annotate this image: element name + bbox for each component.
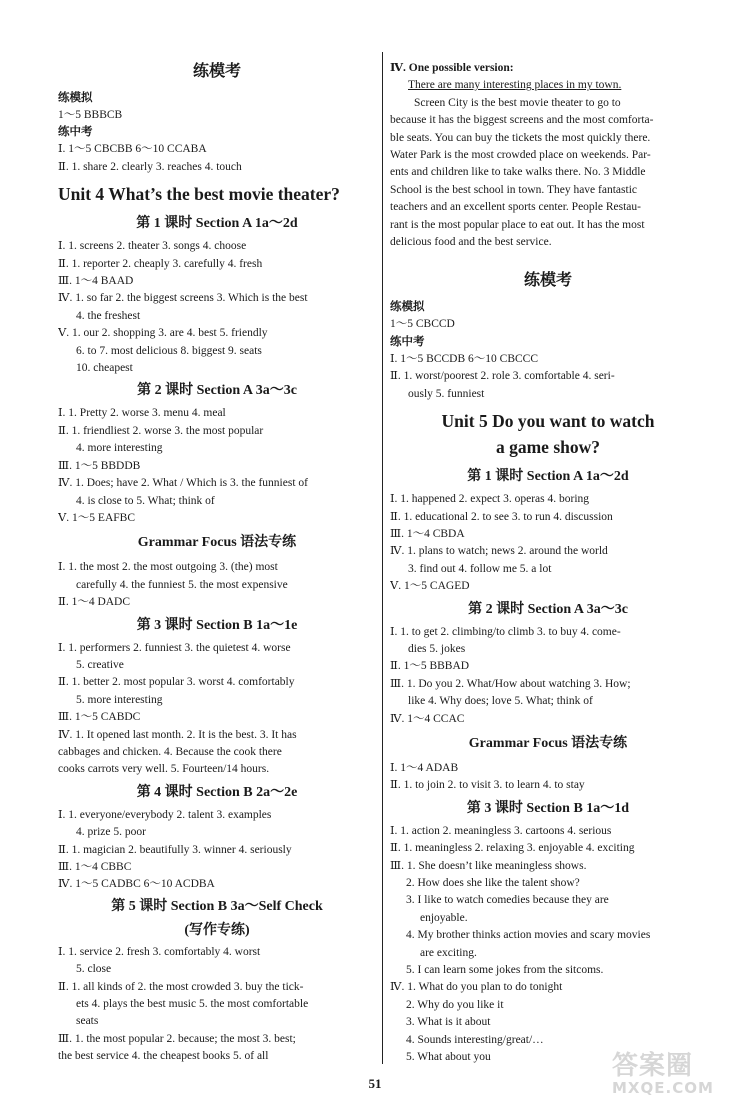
answer-line: Ⅰ. 1～5 CBCBB 6～10 CCABA <box>58 143 207 156</box>
page-number: 51 <box>368 1076 382 1091</box>
answer-line: Ⅲ. 1～5 CABDC <box>58 711 141 724</box>
unit-title: Unit 4 What’s the best movie theater? <box>58 184 340 205</box>
answer-line: 5. I can learn some jokes from the sitcoms. <box>406 964 604 977</box>
answer-line: 5. What about you <box>406 1051 491 1064</box>
essay-title: There are many interesting places in my town. <box>408 79 622 92</box>
answer-line: Ⅳ. 1～4 CCAC <box>390 712 465 725</box>
section-label: 练中考 <box>390 335 425 348</box>
answer-line: seats <box>76 1015 99 1028</box>
essay-line: Water Park is the most crowded place on weekends. Par- <box>390 149 651 162</box>
answer-line: Ⅱ. 1. share 2. clearly 3. reaches 4. touch <box>58 160 242 173</box>
answer-line: 3. find out 4. follow me 5. a lot <box>408 562 552 575</box>
answer-line: like 4. Why does; love 5. What; think of <box>408 695 593 708</box>
answer-line: 10. cheapest <box>76 362 133 375</box>
lesson-title: 第 2 课时 Section A 3a～3c <box>468 601 628 617</box>
answer-line: enjoyable. <box>420 911 468 924</box>
essay-line: School is the best school in town. They have fantastic <box>390 183 637 196</box>
answer-line: ets 4. plays the best music 5. the most comfortable <box>76 998 309 1011</box>
answer-line: Ⅰ. 1. the most 2. the most outgoing 3. (the) most <box>58 561 278 574</box>
answer-line: Ⅴ. 1～5 CAGED <box>390 580 470 593</box>
lesson-title: 第 5 课时 Section B 3a～Self Check <box>111 898 323 914</box>
answer-line: 4. prize 5. poor <box>76 826 146 839</box>
answer-line: 1～5 CBCCD <box>390 318 455 331</box>
answer-line: 4. more interesting <box>76 442 163 455</box>
section-label: 练模拟 <box>390 301 425 314</box>
answer-line: Ⅳ. 1. It opened last month. 2. It is the best. 3. It has <box>58 728 297 741</box>
answer-line: Ⅴ. 1～5 EAFBC <box>58 511 135 524</box>
answer-line: Ⅲ. 1. She doesn’t like meaningless shows. <box>390 859 587 872</box>
answer-line: Ⅰ. 1. screens 2. theater 3. songs 4. choose <box>58 240 247 253</box>
answer-line: Ⅲ. 1. the most popular 2. because; the most 3. best; <box>58 1032 296 1045</box>
essay-line: Screen City is the best movie theater to go to <box>414 96 621 109</box>
answer-line: Ⅱ. 1～4 DADC <box>58 596 131 609</box>
answer-line: Ⅰ. 1～4 ADAB <box>390 761 459 774</box>
section-title: 练模考 <box>523 272 572 290</box>
answer-line: 1～5 BBBCB <box>58 109 123 121</box>
grammar-focus-title: Grammar Focus 语法专练 <box>137 535 297 551</box>
answer-line: dies 5. jokes <box>408 642 466 655</box>
section-label: 练中考 <box>58 126 93 139</box>
answer-line: Ⅱ. 1. worst/poorest 2. role 3. comfortable 4. seri- <box>390 370 615 383</box>
answer-line: Ⅱ. 1. educational 2. to see 3. to run 4. discussion <box>390 510 613 523</box>
essay-line: because it has the biggest screens and the most comforta- <box>390 114 654 127</box>
answer-line: Ⅰ. 1～5 BCCDB 6～10 CBCCC <box>390 352 539 365</box>
essay-label: Ⅳ. One possible version: <box>390 62 514 74</box>
answer-line: Ⅲ. 1～5 BBDDB <box>58 459 141 472</box>
answer-line: 5. creative <box>76 658 124 671</box>
lesson-title: 第 3 课时 Section B 1a～1d <box>466 800 630 816</box>
answer-line: Ⅱ. 1. friendliest 2. worse 3. the most popular <box>58 424 264 437</box>
answer-line: Ⅲ. 1～4 CBDA <box>390 527 465 540</box>
answer-line: are exciting. <box>420 946 477 959</box>
right-column <box>390 60 706 1066</box>
column-divider <box>382 52 383 1064</box>
answer-line: 6. to 7. most delicious 8. biggest 9. seats <box>76 344 262 357</box>
answer-line: cooks carrots very well. 5. Fourteen/14 hours. <box>58 763 270 776</box>
answer-line: Ⅴ. 1. our 2. shopping 3. are 4. best 5. friendly <box>58 327 268 340</box>
answer-line: cabbages and chicken. 4. Because the cook there <box>58 745 282 758</box>
answer-line: ously 5. funniest <box>408 387 485 400</box>
answer-line: Ⅲ. 1～4 CBBC <box>58 861 132 873</box>
watermark <box>612 1053 740 1099</box>
answer-line: Ⅰ. 1. Pretty 2. worse 3. menu 4. meal <box>58 407 226 420</box>
lesson-title: 第 1 课时 Section A 1a～2d <box>136 216 298 232</box>
answer-line: carefully 4. the funniest 5. the most expensive <box>76 578 288 591</box>
answer-line: Ⅲ. 1～4 BAAD <box>58 275 134 288</box>
lesson-title: 第 1 课时 Section A 1a～2d <box>467 469 629 485</box>
watermark-logo: 答案圈 <box>612 1051 694 1081</box>
answer-line: Ⅳ. 1. Does; have 2. What / Which is 3. the funniest of <box>58 477 308 490</box>
answer-line: Ⅲ. 1. Do you 2. What/How about watching 3. How; <box>390 677 631 690</box>
lesson-title: 第 4 课时 Section B 2a～2e <box>136 784 298 800</box>
essay-line: teachers and an excellent sports center. People Restau- <box>390 201 641 214</box>
answer-line: the best service 4. the cheapest books 5. of all <box>58 1050 269 1063</box>
answer-line: Ⅰ. 1. performers 2. funniest 3. the quietest 4. worse <box>58 641 291 654</box>
essay-line: delicious food and the best service. <box>390 236 552 249</box>
answer-line: Ⅳ. 1. What do you plan to do tonight <box>390 981 563 994</box>
answer-line: 4. the freshest <box>76 309 141 322</box>
unit-title: Unit 5 Do you want to watch <box>441 411 655 432</box>
answer-line: 4. My brother thinks action movies and scary movies <box>406 929 651 942</box>
section-title: 练模考 <box>192 63 241 80</box>
answer-line: Ⅱ. 1～5 BBBAD <box>390 660 470 673</box>
answer-line: Ⅱ. 1. reporter 2. cheaply 3. carefully 4. fresh <box>58 257 263 270</box>
answer-line: Ⅱ. 1. meaningless 2. relaxing 3. enjoyable 4. exciting <box>390 842 635 855</box>
answer-line: 4. is close to 5. What; think of <box>76 494 215 507</box>
essay-line: rant is the most popular place to eat out. It has the most <box>390 218 645 231</box>
grammar-focus-title: Grammar Focus 语法专练 <box>468 735 628 751</box>
answer-line: 3. I like to watch comedies because they are <box>406 894 609 907</box>
answer-line: Ⅳ. 1～5 CADBC 6～10 ACDBA <box>58 878 215 891</box>
answer-line: 5. more interesting <box>76 693 163 706</box>
answer-line: 2. How does she like the talent show? <box>406 877 580 889</box>
essay-line: ble seats. You can buy the tickets the most quickly there. <box>390 131 651 144</box>
answer-line: Ⅱ. 1. all kinds of 2. the most crowded 3. buy the tick- <box>58 980 304 993</box>
answer-line: Ⅰ. 1. everyone/everybody 2. talent 3. examples <box>58 808 272 821</box>
answer-line: Ⅰ. 1. to get 2. climbing/to climb 3. to buy 4. come- <box>390 625 621 638</box>
answer-line: Ⅱ. 1. better 2. most popular 3. worst 4. comfortably <box>58 676 295 689</box>
lesson-subtitle: (写作专练) <box>184 922 250 938</box>
answer-line: Ⅱ. 1. magician 2. beautifully 3. winner 4. seriously <box>58 843 292 856</box>
answer-line: 4. Sounds interesting/great/… <box>406 1033 544 1046</box>
essay-line: ents and children like to take walks there. No. 3 Middle <box>390 166 646 179</box>
answer-line: Ⅰ. 1. action 2. meaningless 3. cartoons 4. serious <box>390 824 612 837</box>
section-label: 练模拟 <box>58 92 93 104</box>
lesson-title: 第 2 课时 Section A 3a～3c <box>137 383 297 399</box>
answer-line: Ⅰ. 1. happened 2. expect 3. operas 4. boring <box>390 493 590 506</box>
answer-line: 5. close <box>76 963 112 976</box>
answer-line: Ⅳ. 1. so far 2. the biggest screens 3. Which is the best <box>58 292 308 305</box>
left-column <box>58 56 376 1066</box>
answer-line: 2. Why do you like it <box>406 998 504 1011</box>
answer-line: 3. What is it about <box>406 1016 491 1029</box>
watermark-url: MXQE.COM <box>612 1079 714 1097</box>
answer-line: Ⅳ. 1. plans to watch; news 2. around the world <box>390 545 608 558</box>
unit-title-line2: a game show? <box>495 437 601 458</box>
answer-line: Ⅱ. 1. to join 2. to visit 3. to learn 4. to stay <box>390 779 585 792</box>
answer-line: Ⅰ. 1. service 2. fresh 3. comfortably 4. worst <box>58 945 261 958</box>
lesson-title: 第 3 课时 Section B 1a～1e <box>136 617 298 633</box>
